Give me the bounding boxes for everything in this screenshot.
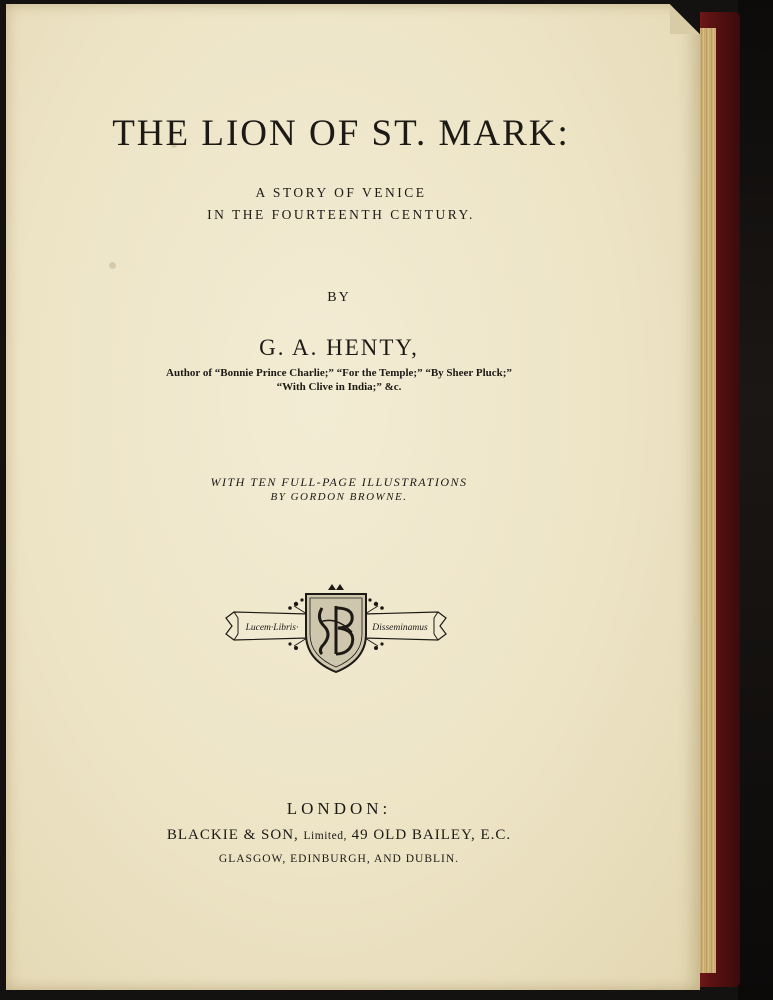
banner-left [226,612,308,640]
illustrations-line-2: BY GORDON BROWNE. [270,491,408,503]
dark-background [738,0,773,1000]
shield-icon [306,594,366,672]
title-page [6,4,700,990]
by-line: BY [327,290,351,305]
publisher-name: BLACKIE & SON, [166,827,299,843]
subtitle-line-2: IN THE FOURTEENTH CENTURY. [207,207,475,222]
publisher-line [0,827,686,844]
illustrations-line-1: WITH TEN FULL-PAGE ILLUSTRATIONS [210,475,468,489]
motto-right: Disseminamus [372,623,428,633]
motto-left: Lucem·Libris· [245,623,299,633]
publisher-limited: Limited, [303,830,347,842]
author-works-line-1: Author of “Bonnie Prince Charlie;” “For the Temple;” “By Sheer Pluck;” [166,367,512,379]
author-works-line-2: “With Clive in India;” &c. [276,381,402,393]
imprint-place: LONDON: [286,799,392,818]
publisher-address: 49 OLD BAILEY, E.C. [351,827,512,843]
book-title: THE LION OF ST. MARK: [112,113,570,154]
publisher-device [224,582,448,674]
subtitle-line-1: A STORY OF VENICE [255,185,427,200]
banner-right [364,612,446,640]
author-name: G. A. HENTY, [259,335,419,360]
publisher-cities: GLASGOW, EDINBURGH, AND DUBLIN. [218,853,460,865]
crest-top [328,584,344,590]
title-page-text [6,4,700,990]
